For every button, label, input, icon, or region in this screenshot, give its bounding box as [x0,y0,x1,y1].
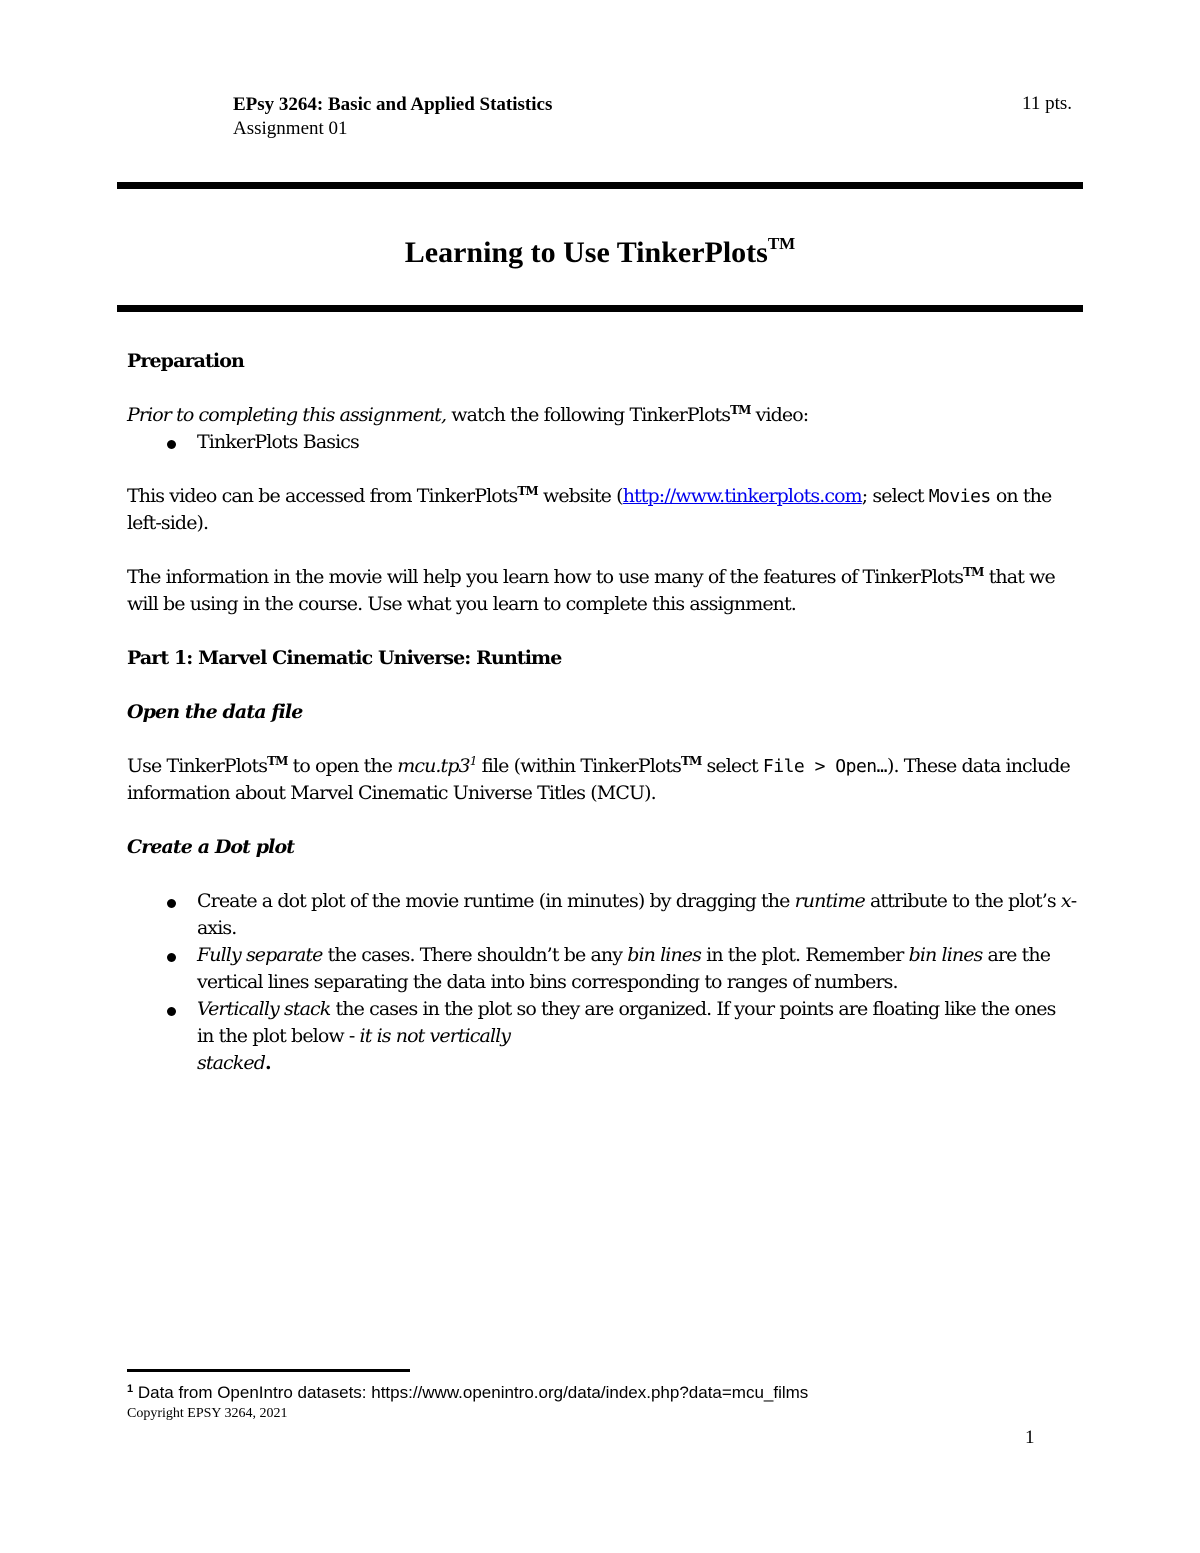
access-text: This video can be accessed from TinkerPlots [127,485,518,507]
access-text-4: on the left-side). [127,485,1052,534]
bullet-icon [167,440,176,449]
dot-plot-steps [127,888,1077,1077]
movies-menu-label: Movies [928,486,991,507]
step3-text: the cases in the plot so they are organized. If your points are floating like the ones in the plot below - [197,998,1056,1047]
step3-emphasis-2: it is not vertically [359,1025,511,1047]
footnote-separator [127,1369,410,1372]
step2-emphasis-3: bin lines [908,944,983,966]
step1-text: Create a dot plot of the movie runtime (in minutes) by dragging the [197,890,795,912]
title-bottom-rule [117,305,1083,312]
tm-mark: TM [681,754,702,768]
preparation-intro [127,402,1077,429]
step2-emphasis-2: bin lines [627,944,701,966]
tm-mark: TM [730,403,751,417]
file-open-menu-path: File > Open… [762,756,887,777]
footnote-ref: 1 [469,754,477,768]
section-heading-part1: Part 1: Marvel Cinematic Universe: Runtime [127,647,562,669]
step1-emphasis: runtime [794,890,865,912]
info-paragraph [127,564,1077,618]
intro-text-end: video: [750,404,809,426]
open-text-3: file (within TinkerPlots [476,755,681,777]
step2-text-2: in the plot. Remember [701,944,909,966]
open-text-4: select [701,755,763,777]
intro-text: watch the following TinkerPlots [446,404,731,426]
page-number: 1 [1025,1427,1035,1448]
tm-mark: TM [267,754,288,768]
step2-text-3: are the vertical lines separating the data into bins corresponding to ranges of numbers. [197,944,1051,993]
access-text-3: ; select [861,485,929,507]
title-text: Learning to Use TinkerPlots [404,236,768,269]
tm-mark: TM [517,484,538,498]
footnote-text: Data from OpenIntro datasets: https://www.openintro.org/data/index.php?data=mcu_films [133,1383,809,1402]
page-header [233,93,833,141]
step2-emphasis: Fully separate [197,944,323,966]
list-item [127,888,1077,942]
title-trademark: TM [767,234,796,253]
subheading-open-data [127,699,1077,726]
document-title [117,234,1083,270]
video-title: TinkerPlots Basics [197,431,359,453]
open-paragraph [127,753,1077,807]
copyright: Copyright EPSY 3264, 2021 [127,1406,288,1421]
step1-text-2: attribute to the plot’s [864,890,1061,912]
open-text: Use TinkerPlots [127,755,268,777]
list-item [127,996,1077,1077]
bullet-icon [167,953,176,962]
section-heading-preparation: Preparation [127,350,244,372]
open-text-5: ). These data include information about Marvel Cinematic Universe Titles (MCU). [127,755,1070,804]
open-heading-text: Open the data file [127,701,303,723]
video-list [127,429,1077,456]
bullet-icon [167,1007,176,1016]
step3-emphasis: Vertically stack [197,998,331,1020]
top-rule [117,182,1083,189]
intro-emphasis: Prior to completing this assignment, [127,404,447,426]
tinkerplots-link[interactable]: http://www.tinkerplots.com [622,485,862,507]
list-item [127,942,1077,996]
info-text: The information in the movie will help you learn how to use many of the features of TinkerPlots [127,566,964,588]
dot-heading-text: Create a Dot plot [127,836,295,858]
footnote [127,1383,808,1403]
assignment-label: Assignment 01 [233,118,348,139]
step3-period: . [264,1052,271,1074]
step1-axis: x [1060,890,1071,912]
tm-mark: TM [963,565,984,579]
data-file-name: mcu.tp3 [397,755,470,777]
step1-text-3: -axis. [197,890,1077,939]
list-item [127,429,1077,456]
course-title: EPsy 3264: Basic and Applied Statistics [233,94,553,115]
step3-emphasis-3: stacked [197,1052,265,1074]
footnote-number: 1 [127,1383,134,1395]
step2-text: the cases. There shouldn’t be any [322,944,628,966]
open-text-2: to open the [287,755,398,777]
points-label: 11 pts. [1022,93,1072,114]
access-text-2: website ( [537,485,623,507]
subheading-dot-plot [127,834,1077,861]
access-paragraph [127,483,1077,537]
bullet-icon [167,899,176,908]
document-body [127,348,1077,1077]
info-text-2: that we will be using in the course. Use what you learn to complete this assignment. [127,566,1055,615]
